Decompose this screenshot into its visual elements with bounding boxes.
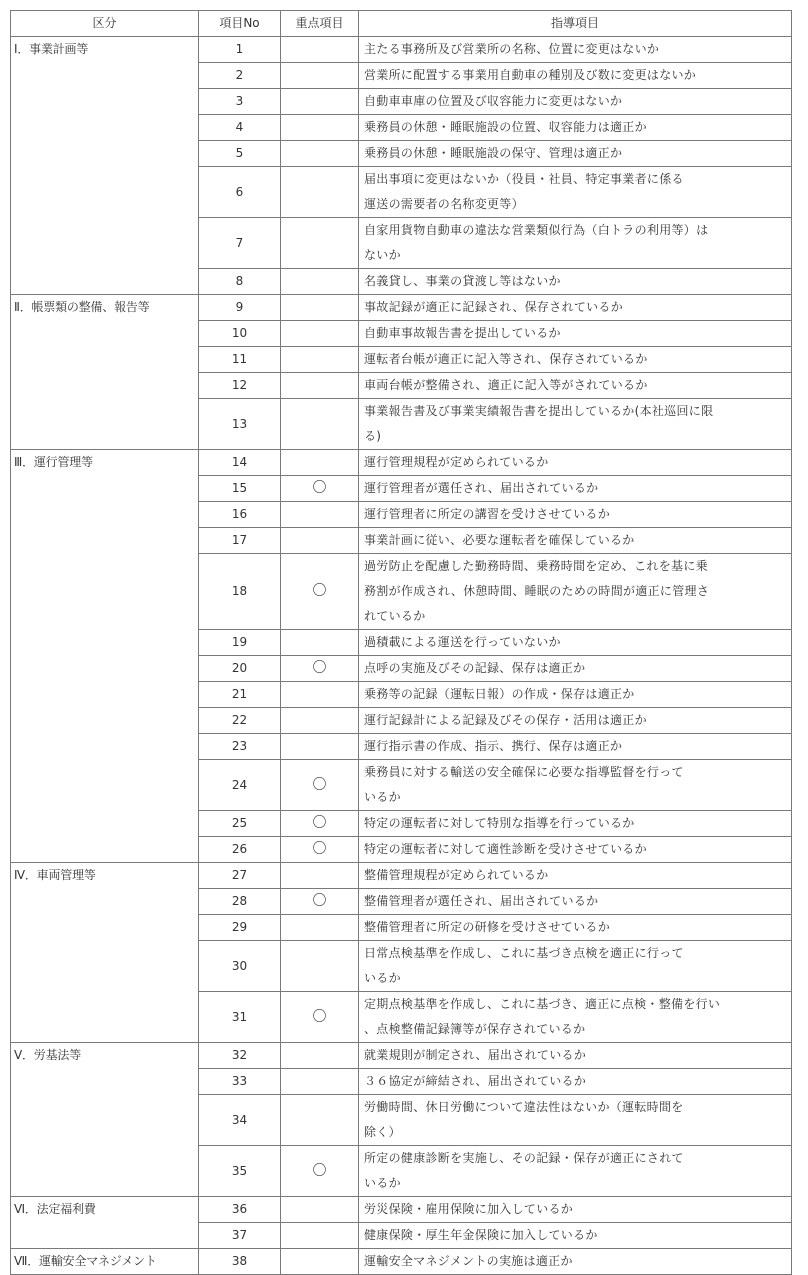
priority-mark [281, 502, 359, 528]
guidance-item-line: 整備管理者に所定の研修を受けさせているか [364, 920, 611, 934]
item-number: 31 [199, 992, 281, 1043]
priority-mark [281, 115, 359, 141]
priority-mark [281, 1197, 359, 1223]
guidance-item-text [359, 347, 792, 373]
item-number: 15 [199, 476, 281, 502]
priority-mark [281, 863, 359, 889]
priority-mark [281, 1095, 359, 1146]
guidance-item-text [359, 992, 792, 1043]
item-number: 29 [199, 915, 281, 941]
priority-mark [281, 295, 359, 321]
guidance-item-text [359, 167, 792, 218]
table-row [11, 37, 792, 63]
priority-mark [281, 528, 359, 554]
guidance-item-text [359, 218, 792, 269]
priority-mark [281, 399, 359, 450]
guidance-item-line: 務割が作成され、休憩時間、睡眠のための時間が適正に管理さ [364, 584, 710, 598]
item-number: 22 [199, 708, 281, 734]
priority-mark [281, 63, 359, 89]
category-label: Ⅵ．法定福利費 [11, 1197, 199, 1249]
table-row [11, 863, 792, 889]
guidance-item-line: 定期点検基準を作成し、これに基づき、適正に点検・整備を行い [364, 997, 721, 1011]
guidance-item-line: 運行記録計による記録及びその保存・活用は適正か [364, 713, 647, 727]
item-number: 11 [199, 347, 281, 373]
category-label: Ⅶ．運輸安全マネジメント [11, 1249, 199, 1275]
guidance-item-text [359, 1197, 792, 1223]
guidance-item-line: 乗務員の休憩・睡眠施設の位置、収容能力は適正か [364, 120, 647, 134]
guidance-item-line: いるか [364, 971, 401, 985]
guidance-item-line: 自動車車庫の位置及び収容能力に変更はないか [364, 94, 623, 108]
item-number: 10 [199, 321, 281, 347]
priority-mark [281, 734, 359, 760]
guidance-item-line: 運転者台帳が適正に記入等され、保存されているか [364, 352, 648, 366]
guidance-item-line: 日常点検基準を作成し、これに基づき点検を適正に行って [364, 946, 684, 960]
table-row [11, 1197, 792, 1223]
category-label: Ⅰ．事業計画等 [11, 37, 199, 295]
guidance-item-line: 車両台帳が整備され、適正に記入等がされているか [364, 378, 648, 392]
item-number: 28 [199, 889, 281, 915]
guidance-item-line: ３６協定が締結され、届出されているか [364, 1074, 587, 1088]
guidance-item-text [359, 760, 792, 811]
priority-mark: 〇 [281, 476, 359, 502]
guidance-item-text [359, 941, 792, 992]
item-number: 35 [199, 1146, 281, 1197]
priority-mark [281, 915, 359, 941]
item-number: 1 [199, 37, 281, 63]
priority-mark [281, 630, 359, 656]
priority-mark: 〇 [281, 760, 359, 811]
priority-mark [281, 141, 359, 167]
item-number: 18 [199, 554, 281, 630]
item-number: 38 [199, 1249, 281, 1275]
item-number: 37 [199, 1223, 281, 1249]
guidance-item-text [359, 656, 792, 682]
guidance-item-line: 過積載による運送を行っていないか [364, 635, 561, 649]
inspection-items-table [10, 10, 792, 1275]
item-number: 17 [199, 528, 281, 554]
guidance-item-line: れているか [364, 609, 426, 623]
item-number: 36 [199, 1197, 281, 1223]
guidance-item-line: 運行管理者に所定の講習を受けさせているか [364, 507, 611, 521]
guidance-item-line: 、点検整備記録簿等が保存されているか [364, 1022, 586, 1036]
guidance-item-line: 特定の運転者に対して適性診断を受けさせているか [364, 842, 647, 856]
guidance-item-text [359, 915, 792, 941]
guidance-item-line: 運行指示書の作成、指示、携行、保存は適正か [364, 739, 623, 753]
guidance-item-line: 営業所に配置する事業用自動車の種別及び数に変更はないか [364, 68, 697, 82]
header-item-no: 項目No [199, 11, 281, 37]
guidance-item-line: ないか [364, 248, 401, 262]
guidance-item-text [359, 1095, 792, 1146]
item-number: 13 [199, 399, 281, 450]
guidance-item-text [359, 141, 792, 167]
guidance-item-text [359, 554, 792, 630]
priority-mark: 〇 [281, 554, 359, 630]
item-number: 32 [199, 1043, 281, 1069]
priority-mark: 〇 [281, 1146, 359, 1197]
header-priority: 重点項目 [281, 11, 359, 37]
priority-mark [281, 321, 359, 347]
category-label: Ⅱ．帳票類の整備、報告等 [11, 295, 199, 450]
guidance-item-text [359, 811, 792, 837]
table-row [11, 1249, 792, 1275]
guidance-item-text [359, 295, 792, 321]
guidance-item-text [359, 37, 792, 63]
priority-mark [281, 1069, 359, 1095]
guidance-item-line: 事業計画に従い、必要な運転者を確保しているか [364, 533, 635, 547]
priority-mark: 〇 [281, 889, 359, 915]
item-number: 16 [199, 502, 281, 528]
priority-mark [281, 167, 359, 218]
category-label: Ⅴ．労基法等 [11, 1043, 199, 1197]
item-number: 27 [199, 863, 281, 889]
guidance-item-text [359, 321, 792, 347]
priority-mark [281, 682, 359, 708]
item-number: 34 [199, 1095, 281, 1146]
category-label: Ⅲ．運行管理等 [11, 450, 199, 863]
item-number: 24 [199, 760, 281, 811]
priority-mark [281, 269, 359, 295]
item-number: 33 [199, 1069, 281, 1095]
guidance-item-text [359, 1249, 792, 1275]
item-number: 2 [199, 63, 281, 89]
guidance-item-line: 整備管理規程が定められているか [364, 868, 549, 882]
guidance-item-line: 労働時間、休日労働について違法性はないか（運転時間を [364, 1100, 684, 1114]
guidance-item-line: いるか [364, 790, 401, 804]
table-row [11, 450, 792, 476]
priority-mark [281, 347, 359, 373]
priority-mark: 〇 [281, 992, 359, 1043]
guidance-item-line: 除く） [364, 1125, 401, 1139]
guidance-item-line: いるか [364, 1176, 401, 1190]
guidance-item-line: 自家用貨物自動車の違法な営業類似行為（白トラの利用等）は [364, 223, 709, 237]
guidance-item-line: 事業報告書及び事業実績報告書を提出しているか(本社巡回に限 [364, 404, 714, 418]
guidance-item-text [359, 889, 792, 915]
item-number: 9 [199, 295, 281, 321]
guidance-item-text [359, 115, 792, 141]
item-number: 5 [199, 141, 281, 167]
priority-mark [281, 373, 359, 399]
item-number: 26 [199, 837, 281, 863]
guidance-item-text [359, 502, 792, 528]
guidance-item-line: る) [364, 429, 382, 443]
priority-mark: 〇 [281, 811, 359, 837]
guidance-item-line: 整備管理者が選任され、届出されているか [364, 894, 599, 908]
guidance-item-line: 乗務員に対する輸送の安全確保に必要な指導監督を行って [364, 765, 684, 779]
category-label: Ⅳ．車両管理等 [11, 863, 199, 1043]
guidance-item-text [359, 1069, 792, 1095]
item-number: 12 [199, 373, 281, 399]
guidance-item-text [359, 1146, 792, 1197]
table-header-row [11, 11, 792, 37]
priority-mark [281, 1223, 359, 1249]
guidance-item-text [359, 708, 792, 734]
table-row [11, 295, 792, 321]
guidance-item-text [359, 863, 792, 889]
guidance-item-line: 乗務員の休憩・睡眠施設の保守、管理は適正か [364, 146, 623, 160]
header-guidance-item: 指導項目 [359, 11, 792, 37]
guidance-item-text [359, 1223, 792, 1249]
priority-mark [281, 1043, 359, 1069]
item-number: 4 [199, 115, 281, 141]
guidance-item-text [359, 682, 792, 708]
priority-mark: 〇 [281, 837, 359, 863]
priority-mark [281, 89, 359, 115]
guidance-item-text [359, 63, 792, 89]
header-category: 区分 [11, 11, 199, 37]
item-number: 3 [199, 89, 281, 115]
priority-mark [281, 708, 359, 734]
priority-mark: 〇 [281, 656, 359, 682]
guidance-item-line: 所定の健康診断を実施し、その記録・保存が適正にされて [364, 1151, 684, 1165]
guidance-item-text [359, 528, 792, 554]
item-number: 19 [199, 630, 281, 656]
guidance-item-line: 特定の運転者に対して特別な指導を行っているか [364, 816, 635, 830]
table-body [11, 37, 792, 1275]
guidance-item-line: 主たる事務所及び営業所の名称、位置に変更はないか [364, 42, 660, 56]
priority-mark [281, 218, 359, 269]
item-number: 21 [199, 682, 281, 708]
guidance-item-line: 運行管理規程が定められているか [364, 455, 549, 469]
item-number: 30 [199, 941, 281, 992]
guidance-item-line: 運行管理者が選任され、届出されているか [364, 481, 599, 495]
guidance-item-text [359, 837, 792, 863]
priority-mark [281, 450, 359, 476]
guidance-item-text [359, 399, 792, 450]
guidance-item-line: 健康保険・厚生年金保険に加入しているか [364, 1228, 598, 1242]
priority-mark [281, 37, 359, 63]
guidance-item-line: 乗務等の記録（運転日報）の作成・保存は適正か [364, 687, 635, 701]
item-number: 8 [199, 269, 281, 295]
item-number: 14 [199, 450, 281, 476]
guidance-item-line: 届出事項に変更はないか（役員・社員、特定事業者に係る [364, 172, 684, 186]
guidance-item-text [359, 450, 792, 476]
guidance-item-line: 事故記録が適正に記録され、保存されているか [364, 300, 624, 314]
guidance-item-text [359, 373, 792, 399]
guidance-item-text [359, 89, 792, 115]
guidance-item-text [359, 630, 792, 656]
guidance-item-line: 過労防止を配慮した勤務時間、乗務時間を定め、これを基に乗 [364, 559, 708, 573]
item-number: 20 [199, 656, 281, 682]
guidance-item-text [359, 269, 792, 295]
guidance-item-line: 名義貸し、事業の貸渡し等はないか [364, 274, 561, 288]
item-number: 7 [199, 218, 281, 269]
guidance-item-text [359, 734, 792, 760]
guidance-item-line: 労災保険・雇用保険に加入しているか [364, 1202, 574, 1216]
guidance-item-line: 点呼の実施及びその記録、保存は適正か [364, 661, 586, 675]
item-number: 25 [199, 811, 281, 837]
guidance-item-line: 自動車事故報告書を提出しているか [364, 326, 561, 340]
guidance-item-line: 就業規則が制定され、届出されているか [364, 1048, 587, 1062]
item-number: 6 [199, 167, 281, 218]
guidance-item-text [359, 476, 792, 502]
priority-mark [281, 1249, 359, 1275]
table-row [11, 1043, 792, 1069]
guidance-item-text [359, 1043, 792, 1069]
item-number: 23 [199, 734, 281, 760]
guidance-item-line: 運送の需要者の名称変更等） [364, 197, 524, 211]
priority-mark [281, 941, 359, 992]
guidance-item-line: 運輸安全マネジメントの実施は適正か [364, 1254, 573, 1268]
